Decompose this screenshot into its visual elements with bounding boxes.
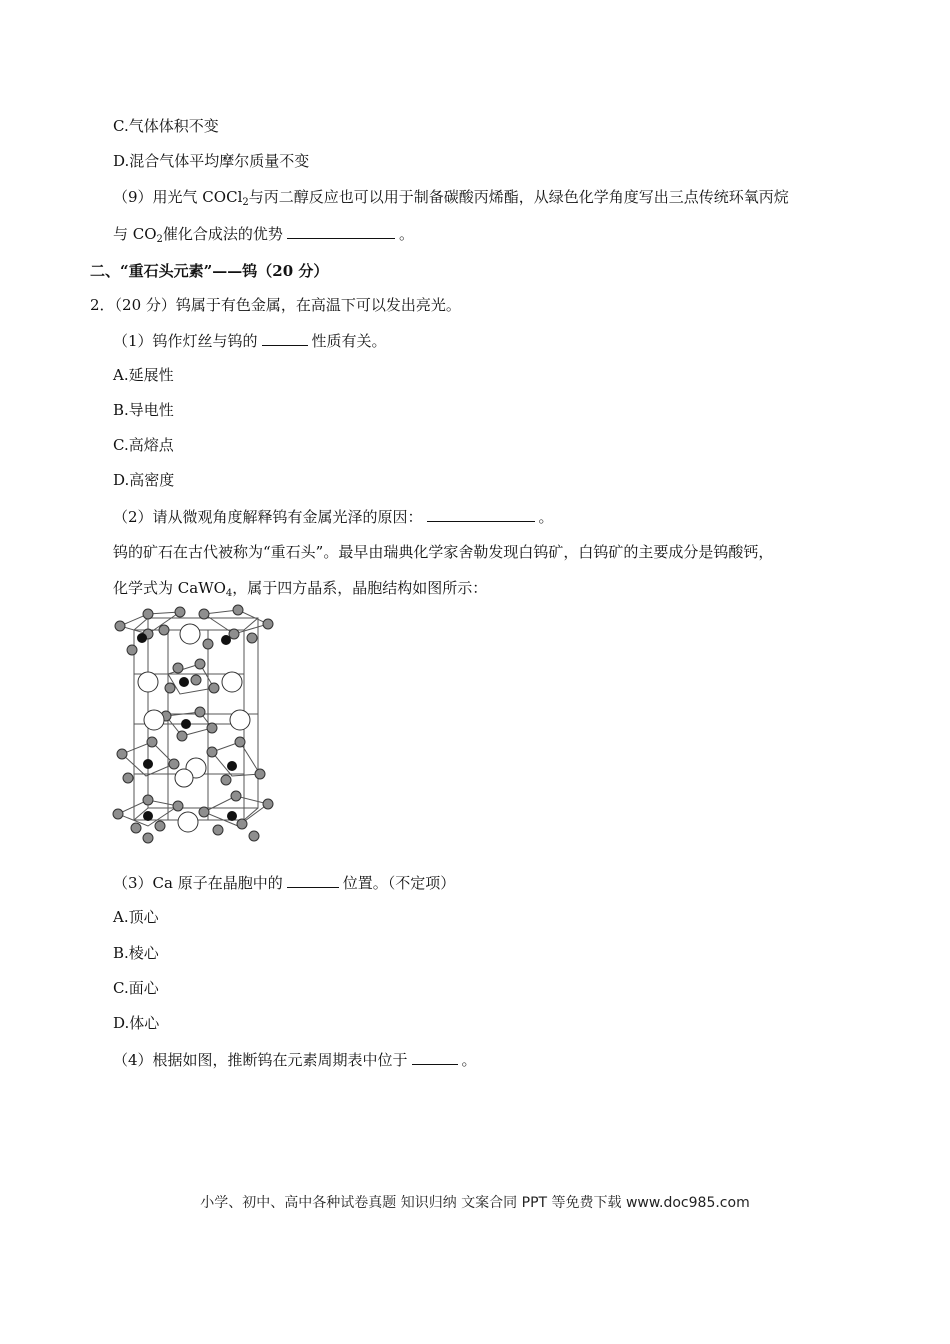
section-heading: 二、“重石头元素”——钨（20 分） [90, 262, 329, 280]
question-2-2: （2）请从微观角度解释钨有金属光泽的原因： 。 [113, 508, 554, 526]
question-2-4: （4）根据如图，推断钨在元素周期表中位于 。 [113, 1051, 477, 1069]
option-d: D.混合气体平均摩尔质量不变 [113, 152, 310, 170]
q1-option-b: B.导电性 [113, 401, 174, 419]
q1-option-a: A.延展性 [113, 366, 174, 384]
page-footer: 小学、初中、高中各种试卷真题 知识归纳 文案合同 PPT 等免费下载 www.doc985.com [200, 1195, 750, 1211]
question-9-line1: （9）用光气 COCl$_2$与丙二醇反应也可以用于制备碳酸丙烯酯，从绿色化学角度写出三点传统环氧丙烷 [113, 188, 789, 208]
q3-option-d: D.体心 [113, 1014, 160, 1032]
answer-blank[interactable] [427, 506, 535, 522]
answer-blank[interactable] [262, 330, 308, 346]
answer-blank[interactable] [287, 872, 339, 888]
q3-option-a: A.顶心 [113, 908, 159, 926]
question-2-3: （3）Ca 原子在晶胞中的 位置。（不定项） [113, 874, 456, 892]
question-9-line2: 与 $CO_2$催化合成法的优势 。 [113, 225, 414, 245]
crystal-structure-figure [108, 604, 276, 846]
paragraph-ore: 钨的矿石在古代被称为“重石头”。最早由瑞典化学家舍勒发现白钨矿，白钨矿的主要成分是钨酸钙， [113, 543, 774, 561]
answer-blank[interactable] [412, 1049, 458, 1065]
option-c: C.气体体积不变 [113, 117, 219, 135]
q3-option-c: C.面心 [113, 979, 159, 997]
question-2-1: （1）钨作灯丝与钨的 性质有关。 [113, 332, 387, 350]
paragraph-formula: 化学式为 CaWO$_4$，属于四方晶系，晶胞结构如图所示： [113, 579, 488, 599]
q1-option-d: D.高密度 [113, 471, 175, 489]
answer-blank[interactable] [287, 223, 395, 239]
question-2-intro: 2．（20 分）钨属于有色金属，在高温下可以发出亮光。 [90, 296, 461, 314]
q1-option-c: C.高熔点 [113, 436, 174, 454]
q3-option-b: B.棱心 [113, 944, 159, 962]
